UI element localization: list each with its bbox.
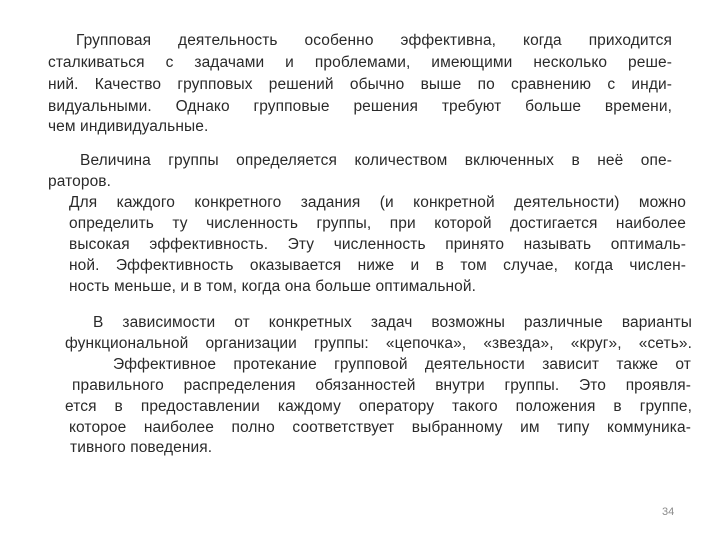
text-line: правильного распределения обязанностей внутри группы. Это проявля-	[72, 377, 691, 394]
text-line: ность меньше, и в том, когда она больше оптимальной.	[69, 278, 477, 295]
text-line: раторов.	[48, 173, 112, 190]
text-line: тивного поведения.	[70, 439, 213, 456]
text-line: ной. Эффективность оказывается ниже и в том случае, когда числен-	[69, 257, 686, 274]
text-line: которое наиболее полно соответствует выбранному им типу коммуника-	[69, 419, 691, 436]
text-line: высокая эффективность. Эту численность принято называть оптималь-	[69, 236, 686, 253]
text-line: определить ту численность группы, при которой достигается наиболее	[69, 215, 686, 232]
text-line: Групповая деятельность особенно эффективна, когда приходится	[76, 32, 672, 49]
text-line: Для каждого конкретного задания (и конкретной деятельности) можно	[69, 194, 686, 211]
text-line: видуальными. Однако групповые решения требуют больше времени,	[48, 98, 672, 115]
page-number: 34	[662, 506, 675, 518]
text-line: Величина группы определяется количеством включенных в неё опе-	[80, 152, 672, 169]
text-line: функциональной организации группы: «цепочка», «звезда», «круг», «сеть».	[65, 335, 692, 352]
text-line: ний. Качество групповых решений обычно выше по сравнению с инди-	[48, 76, 672, 93]
text-line: Эффективное протекание групповой деятельности зависит также от	[113, 356, 691, 373]
text-line: ется в предоставлении каждому оператору такого положения в группе,	[65, 398, 692, 415]
text-line: чем индивидуальные.	[48, 118, 209, 135]
text-line: В зависимости от конкретных задач возможны различные варианты	[93, 314, 692, 331]
text-line: сталкиваться с задачами и проблемами, имеющими несколько реше-	[48, 54, 672, 71]
